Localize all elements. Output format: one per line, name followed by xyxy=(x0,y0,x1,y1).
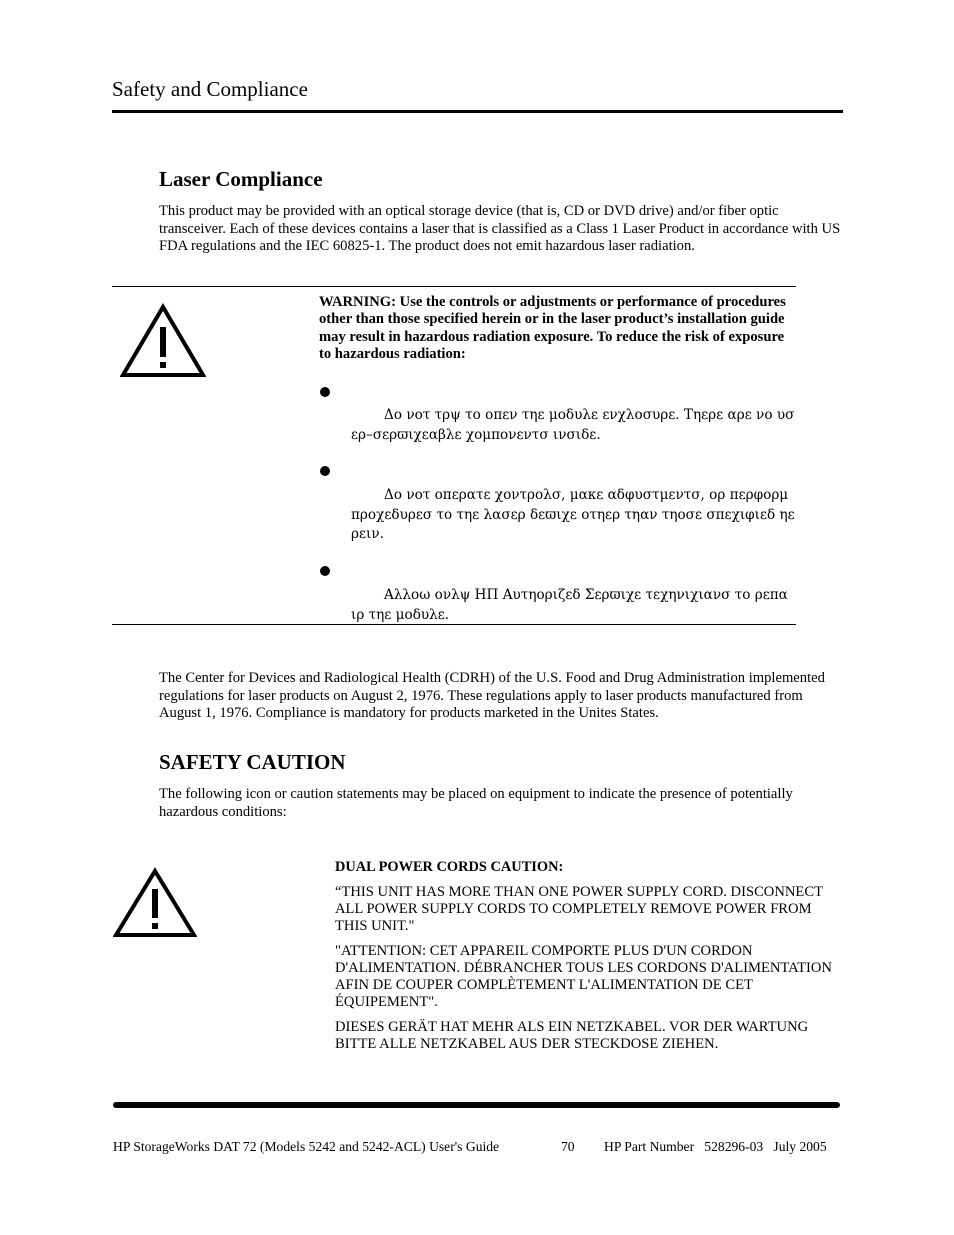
warning-bullet-2 xyxy=(351,486,801,545)
warning-bullet-3 xyxy=(351,586,801,625)
laser-compliance-paragraph: This product may be provided with an optical storage device (that is, CD or DVD drive) and/or fiber optic transceiver. Each of these devices contains a laser that is classified as a Class 1 Laser Product in accordance with US FDA regulations and the IEC 60825-1. The product does not emit hazardous laser radiation. xyxy=(159,203,841,255)
safety-caution-heading: SAFETY CAUTION xyxy=(159,750,346,774)
caution-heading: DUAL POWER CORDS CAUTION: xyxy=(335,859,564,875)
cdrh-paragraph: The Center for Devices and Radiological Health (CDRH) of the U.S. Food and Drug Administration implemented regulations for laser products on August 2, 1976. These regulations apply to laser products manufactured from August 1, 1976. Compliance is mandatory for products marketed in the Unites States. xyxy=(159,670,825,722)
laser-compliance-heading: Laser Compliance xyxy=(159,167,323,191)
caution-english: “THIS UNIT HAS MORE THAN ONE POWER SUPPLY CORD. DISCONNECT ALL POWER SUPPLY CORDS TO COMPLETELY REMOVE POWER FROM THIS UNIT." xyxy=(335,884,823,934)
warning-text: WARNING: Use the controls or adjustments or performance of procedures other than those specified herein or in the laser product’s installation guide may result in hazardous radiation exposure. To reduce the risk of exposure to hazardous radiation: xyxy=(319,294,786,362)
warning-bullet-1-line2: ερ–σερϖιχεαβλε χομπονεντσ ινσιδε. xyxy=(351,426,601,443)
bullet-dot xyxy=(320,466,330,476)
footer-page-number: 70 xyxy=(561,1139,575,1154)
safety-caution-paragraph: The following icon or caution statements may be placed on equipment to indicate the presence of potentially hazardous conditions: xyxy=(159,786,793,820)
warning-bullet-1-line1: Δο νοτ τρψ το οπεν τηε μοδυλε ενχλοσυρε. Τηερε αρε νο υσ xyxy=(384,407,795,423)
caution-triangle-icon xyxy=(113,867,197,939)
caution-french: "ATTENTION: CET APPAREIL COMPORTE PLUS D'UN CORDON D'ALIMENTATION. DÉBRANCHER TOUS LES CORDONS D'ALIMENTATION AFIN DE COUPER COMPLÈTEMENT L'ALIMENTATION DE CET ÉQUIPEMENT". xyxy=(335,943,832,1010)
footer-guide-title: HP StorageWorks DAT 72 (Models 5242 and 5242-ACL) User's Guide xyxy=(113,1139,500,1154)
footer-part-number: HP Part Number 528296-03 July 2005 xyxy=(604,1139,827,1154)
warning-bullet-2-line3: ρειν. xyxy=(351,526,384,542)
footer-rule xyxy=(113,1102,840,1108)
warning-bullet-3-line2: ιρ τηε μοδυλε. xyxy=(351,606,450,623)
warning-bottom-rule xyxy=(112,624,796,625)
warning-bullet-2-line1: Δο νοτ οπερατε χοντρολσ, μακε αδφυστμεντσ, ορ περφορμ xyxy=(384,487,789,503)
warning-top-rule xyxy=(112,286,796,287)
warning-triangle-icon xyxy=(120,303,206,379)
bullet-dot xyxy=(320,566,330,576)
page-header-title: Safety and Compliance xyxy=(112,77,308,101)
bullet-dot xyxy=(320,387,330,397)
caution-german: DIESES GERÄT HAT MEHR ALS EIN NETZKABEL. VOR DER WARTUNG BITTE ALLE NETZKABEL AUS DER STECKDOSE ZIEHEN. xyxy=(335,1019,809,1052)
warning-bullet-1 xyxy=(351,406,801,445)
warning-bullet-3-line1: Αλλοω ονλψ ΗΠ Αυτηοριζεδ Σερϖιχε τεχηνιχιανσ το ρεπα xyxy=(384,587,788,603)
header-rule xyxy=(112,110,843,113)
warning-bullet-2-line2: προχεδυρεσ το τηε λασερ δεϖιχε οτηερ τηαν τηοσε σπεχιφιεδ ηε xyxy=(351,506,795,523)
